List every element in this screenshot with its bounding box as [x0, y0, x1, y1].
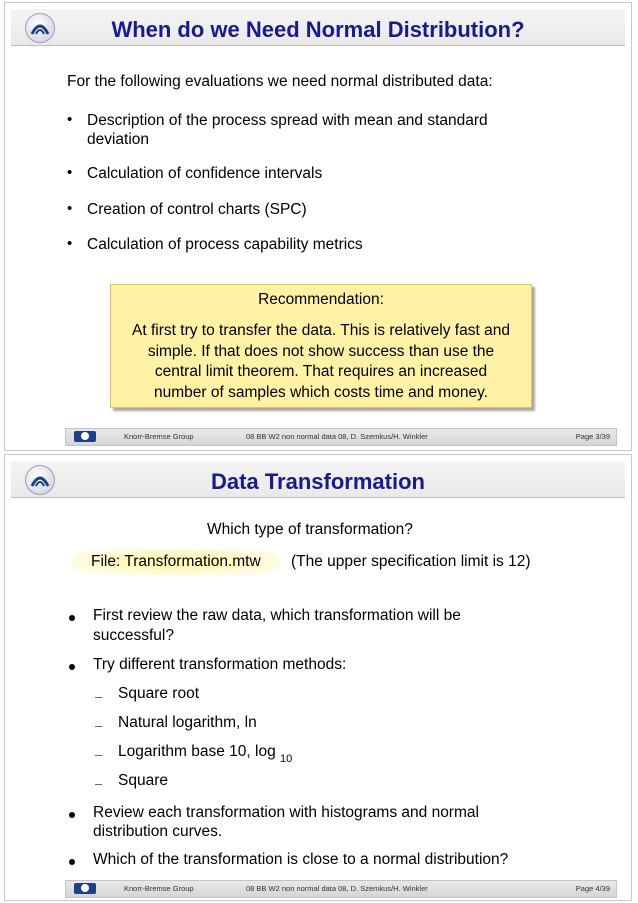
bullet-text: Review each transformation with histograms and normal [93, 804, 479, 821]
method-item: Square root [118, 685, 199, 702]
dash-icon: – [95, 718, 103, 733]
file-name: File: Transformation.mtw [91, 553, 261, 570]
footer-document: 08 BB W2 non normal data 08, D. Szemkus/H. Winkler [246, 884, 428, 893]
intro-text: For the following evaluations we need normal distributed data: [67, 73, 493, 90]
bullet-dot-icon: • [67, 200, 73, 217]
bullet-text: First review the raw data, which transformation will be [93, 607, 461, 624]
slide-footer [65, 428, 617, 446]
bullet-text: distribution curves. [93, 823, 223, 840]
bullet-text: Calculation of confidence intervals [87, 165, 323, 182]
bullet-text: Which of the transformation is close to a normal distribution? [93, 851, 509, 868]
bullet-text: successful? [93, 627, 174, 644]
recommendation-box [110, 284, 532, 408]
bullet-dot-icon [69, 615, 75, 621]
footer-company: Knorr-Bremse Group [124, 884, 194, 893]
bullet-dot-icon [69, 812, 75, 818]
dash-icon: – [95, 747, 103, 762]
recommendation-heading: Recommendation: [258, 291, 384, 308]
recommendation-line: central limit theorem. That requires an increased [154, 363, 488, 380]
slide-page-3 [4, 2, 632, 451]
recommendation-body [119, 321, 523, 403]
method-text: Logarithm base 10, log [118, 743, 276, 760]
bullet-dot-icon [69, 664, 75, 670]
spec-limit-note: (The upper specification limit is 12) [291, 553, 531, 570]
slide-footer [65, 880, 617, 898]
slide-page-4 [4, 454, 632, 901]
method-item [118, 742, 292, 763]
footer-page-number: Page 3/39 [575, 432, 610, 441]
bullet-text: Description of the process spread with mean and standard [87, 112, 488, 129]
footer-logo-icon [74, 431, 96, 442]
bullet-text: Calculation of process capability metrics [87, 236, 363, 253]
recommendation-line: number of samples which costs time and money. [154, 383, 488, 401]
method-item: Natural logarithm, ln [118, 714, 257, 731]
footer-document: 08 BB W2 non normal data 08, D. Szemkus/H. Winkler [246, 432, 428, 441]
bullet-dot-icon: • [67, 164, 73, 181]
recommendation-line: simple. If that does not show success than use the [147, 342, 495, 360]
question-text: Which type of transformation? [207, 521, 413, 538]
title-bar [11, 461, 625, 498]
slide-title: Data Transformation [211, 469, 425, 494]
bullet-dot-icon: • [67, 235, 73, 252]
dash-icon: – [95, 776, 103, 791]
bullet-text: deviation [87, 131, 150, 148]
footer-page-number: Page 4/39 [575, 884, 610, 893]
bullet-text: Creation of control charts (SPC) [87, 201, 307, 218]
footer-logo-icon [74, 883, 96, 894]
method-item: Square [118, 772, 168, 789]
bullet-text: Try different transformation methods: [93, 656, 347, 673]
log-subscript: 10 [280, 753, 293, 765]
bullet-dot-icon [69, 859, 75, 865]
slide-title: When do we Need Normal Distribution? [111, 17, 525, 42]
bullet-dot-icon: • [67, 111, 73, 128]
title-bar [11, 9, 625, 46]
recommendation-line: At first try to transfer the data. This is relatively fast and [132, 322, 510, 339]
footer-company: Knorr-Bremse Group [124, 432, 194, 441]
dash-icon: – [95, 689, 103, 704]
